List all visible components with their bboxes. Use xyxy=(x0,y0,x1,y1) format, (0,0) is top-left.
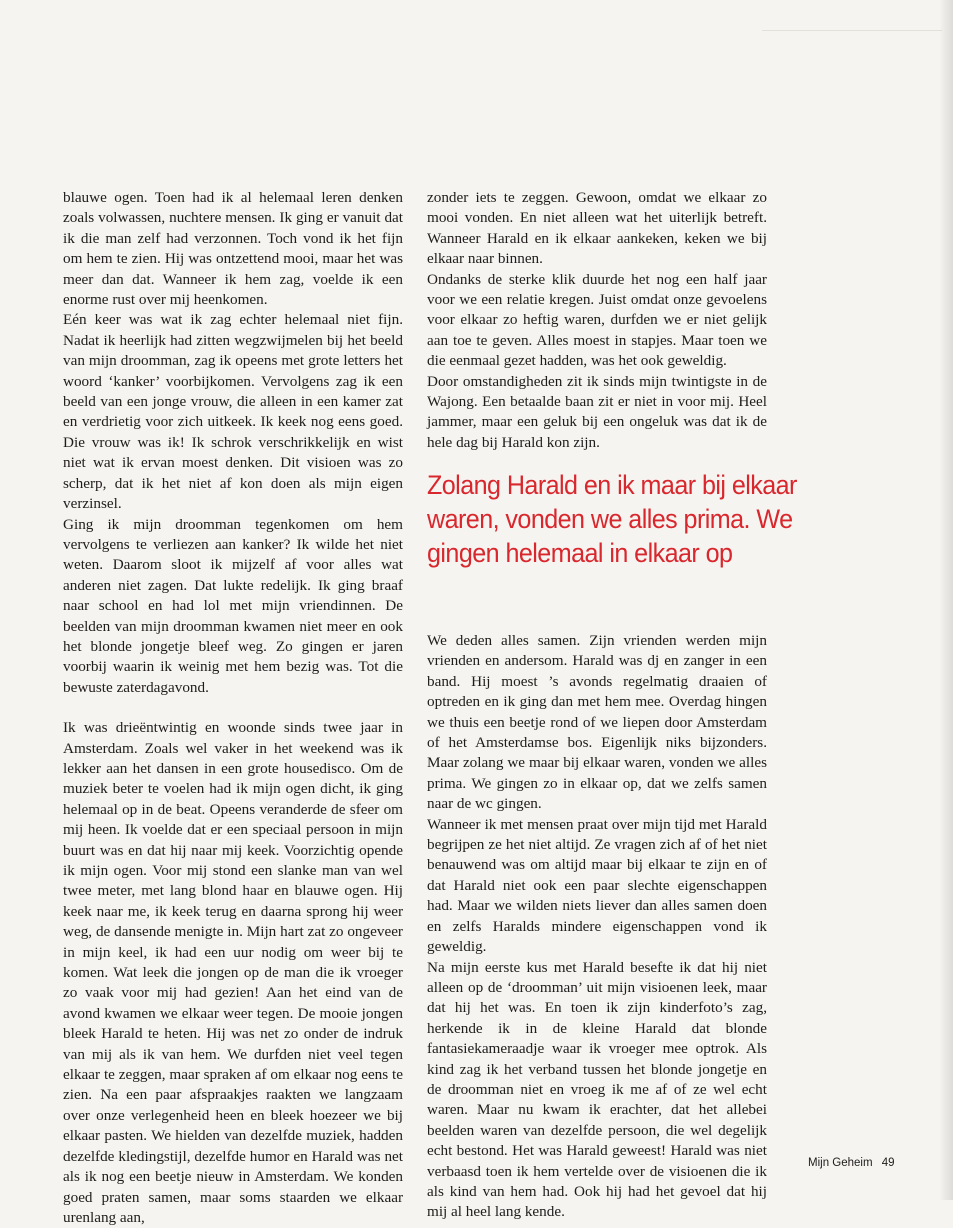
paragraph: Na mijn eerste kus met Harald besefte ik dat hij niet alleen op de ‘droomman’ uit mijn visioenen leek, maar dat hij het was. En toen ik zijn kinderfoto’s zag, herkende ik in de kleine Harald dat blonde fantasiekameraadje waar ik vroeger mee optrok. Als kind zag ik het verband tussen het blonde jongetje en de droomman niet en vroeg ik me af of ze wel echt waren. Maar nu kwam ik erachter, dat het allebei beelden waren van dezelfde persoon, die wel degelijk echt bestond. Het was Harald geweest! Harald was niet verbaasd toen ik hem vertelde over de visioenen die ik als kind van hem had. Ook hij had het gevoel dat hij mij al heel lang kende. xyxy=(427,958,767,1221)
paragraph: Ging ik mijn droomman tegenkomen om hem vervolgens te verliezen aan kanker? Ik wilde het niet weten. Daarom sloot ik mijzelf af voor alles wat anderen niet zagen. Dat lukte redelijk. Ik ging braaf naar school en had lol met mijn vriendinnen. De beelden van mijn droomman kwamen niet meer en ook het blonde jongetje bleef weg. Zo gingen er jaren voorbij waarin ik weinig met hem bezig was. Tot die bewuste zaterdagavond. xyxy=(63,515,403,696)
right-column-top xyxy=(427,188,767,453)
pull-quote: Zolang Harald en ik maar bij elkaar waren, vonden we alles prima. We gingen helemaal in elkaar op xyxy=(427,470,797,568)
paragraph: blauwe ogen. Toen had ik al helemaal leren denken zoals volwassen, nuchtere mensen. Ik ging er vanuit dat ik die man zelf had verzonnen. Toch vond ik het fijn om hem te zien. Hij was ontzettend mooi, maar het was meer dan dat. Wanneer ik hem zag, voelde ik een enorme rust over mij heenkomen. xyxy=(63,189,403,309)
paragraph: Wanneer ik met mensen praat over mijn tijd met Harald begrijpen ze het niet altijd. Ze vragen zich af of het niet benauwend was om altijd maar bij elkaar te zijn en of dat Harald niet ook een paar slechte eigenschappen had. Maar we wilden niets liever dan alles samen doen en zelfs Haralds mindere eigenschappen vond ik geweldig. xyxy=(427,815,767,956)
left-column xyxy=(63,188,403,1228)
paragraph: Eén keer was wat ik zag echter helemaal niet fijn. Nadat ik heerlijk had zitten wegzwijmelen bij het beeld van mijn droomman, zag ik opeens met grote letters het woord ‘kanker’ voorbijkomen. Vervolgens zag ik een beeld van een jonge vrouw, die alleen in een kamer zat en verdrietig voor zich uitkeek. Ik keek nog eens goed. Die vrouw was ik! Ik schrok verschrikkelijk en wist niet wat ik ervan moest denken. Dit visioen was zo scherp, dat ik het niet af kon doen als mijn eigen verzinsel. xyxy=(63,311,403,513)
show-through-rule xyxy=(762,30,942,31)
magazine-name: Mijn Geheim xyxy=(808,1157,873,1169)
paragraph: Door omstandigheden zit ik sinds mijn twintigste in de Wajong. Een betaalde baan zit er niet in voor mij. Heel jammer, maar een geluk bij een ongeluk was dat ik de hele dag bij Harald kon zijn. xyxy=(427,372,767,451)
paragraph: Ondanks de sterke klik duurde het nog een half jaar voor we een relatie kregen. Juist omdat onze gevoelens voor elkaar zo heftig waren, durfden we er niet gelijk aan toe te geven. Alles moest in stapjes. Maar toen we die eenmaal gezet hadden, was het ook geweldig. xyxy=(427,270,767,370)
page-footer xyxy=(808,1157,895,1169)
paragraph: We deden alles samen. Zijn vrienden werden mijn vrienden en andersom. Harald was dj en zanger in een band. Hij moest ’s avonds regelmatig draaien of optreden en ik ging dan met hem mee. Overdag hingen we thuis een beetje rond of we liepen door Amsterdam of het Amsterdamse bos. Eigenlijk niks bijzonders. Maar zolang we maar bij elkaar waren, vonden we alles prima. We gingen zo in elkaar op, dat we zelfs samen naar de wc gingen. xyxy=(427,632,767,813)
page-edge-shadow xyxy=(939,0,953,1200)
page-number: 49 xyxy=(881,1157,895,1169)
right-column-bottom xyxy=(427,631,767,1223)
paragraph: zonder iets te zeggen. Gewoon, omdat we elkaar zo mooi vonden. En niet alleen wat het uiterlijk betreft. Wanneer Harald en ik elkaar aankeken, keken we bij elkaar naar binnen. xyxy=(427,189,767,268)
paragraph: Ik was drieëntwintig en woonde sinds twee jaar in Amsterdam. Zoals wel vaker in het weekend was ik lekker aan het dansen in een grote housedisco. Om de muziek beter te voelen had ik mijn ogen dicht, ik ging helemaal op in de beat. Opeens veranderde de sfeer om mij heen. Ik voelde dat er een speciaal persoon in mijn buurt was en dat hij naar mij keek. Voorzichtig opende ik mijn ogen. Voor mij stond een slanke man van wel twee meter, met lang blond haar en blauwe ogen. Hij keek naar me, ik keek terug en daarna sprong hij weer weg, de dansende menigte in. Mijn hart zat zo ongeveer in mijn keel, ik had een uur nodig om weer bij te komen. Wat leek die jongen op de man die ik vroeger zo vaak voor mij had gezien! Aan het eind van de avond kwamen we elkaar weer tegen. De mooie jongen bleek Harald te heten. Hij was net zo onder de indruk van mij als ik van hem. We durfden niet veel tegen elkaar te zeggen, maar spraken af om elkaar nog eens te zien. Na een paar afspraakjes raakten we langzaam over onze verlegenheid heen en bleek hoezeer we bij elkaar pasten. We hielden van dezelfde muziek, hadden dezelfde kledingstijl, dezelfde humor en Harald was net als ik nog een beetje nieuw in Amsterdam. We konden goed praten samen, maar soms staarden we elkaar urenlang aan, xyxy=(63,719,403,1226)
